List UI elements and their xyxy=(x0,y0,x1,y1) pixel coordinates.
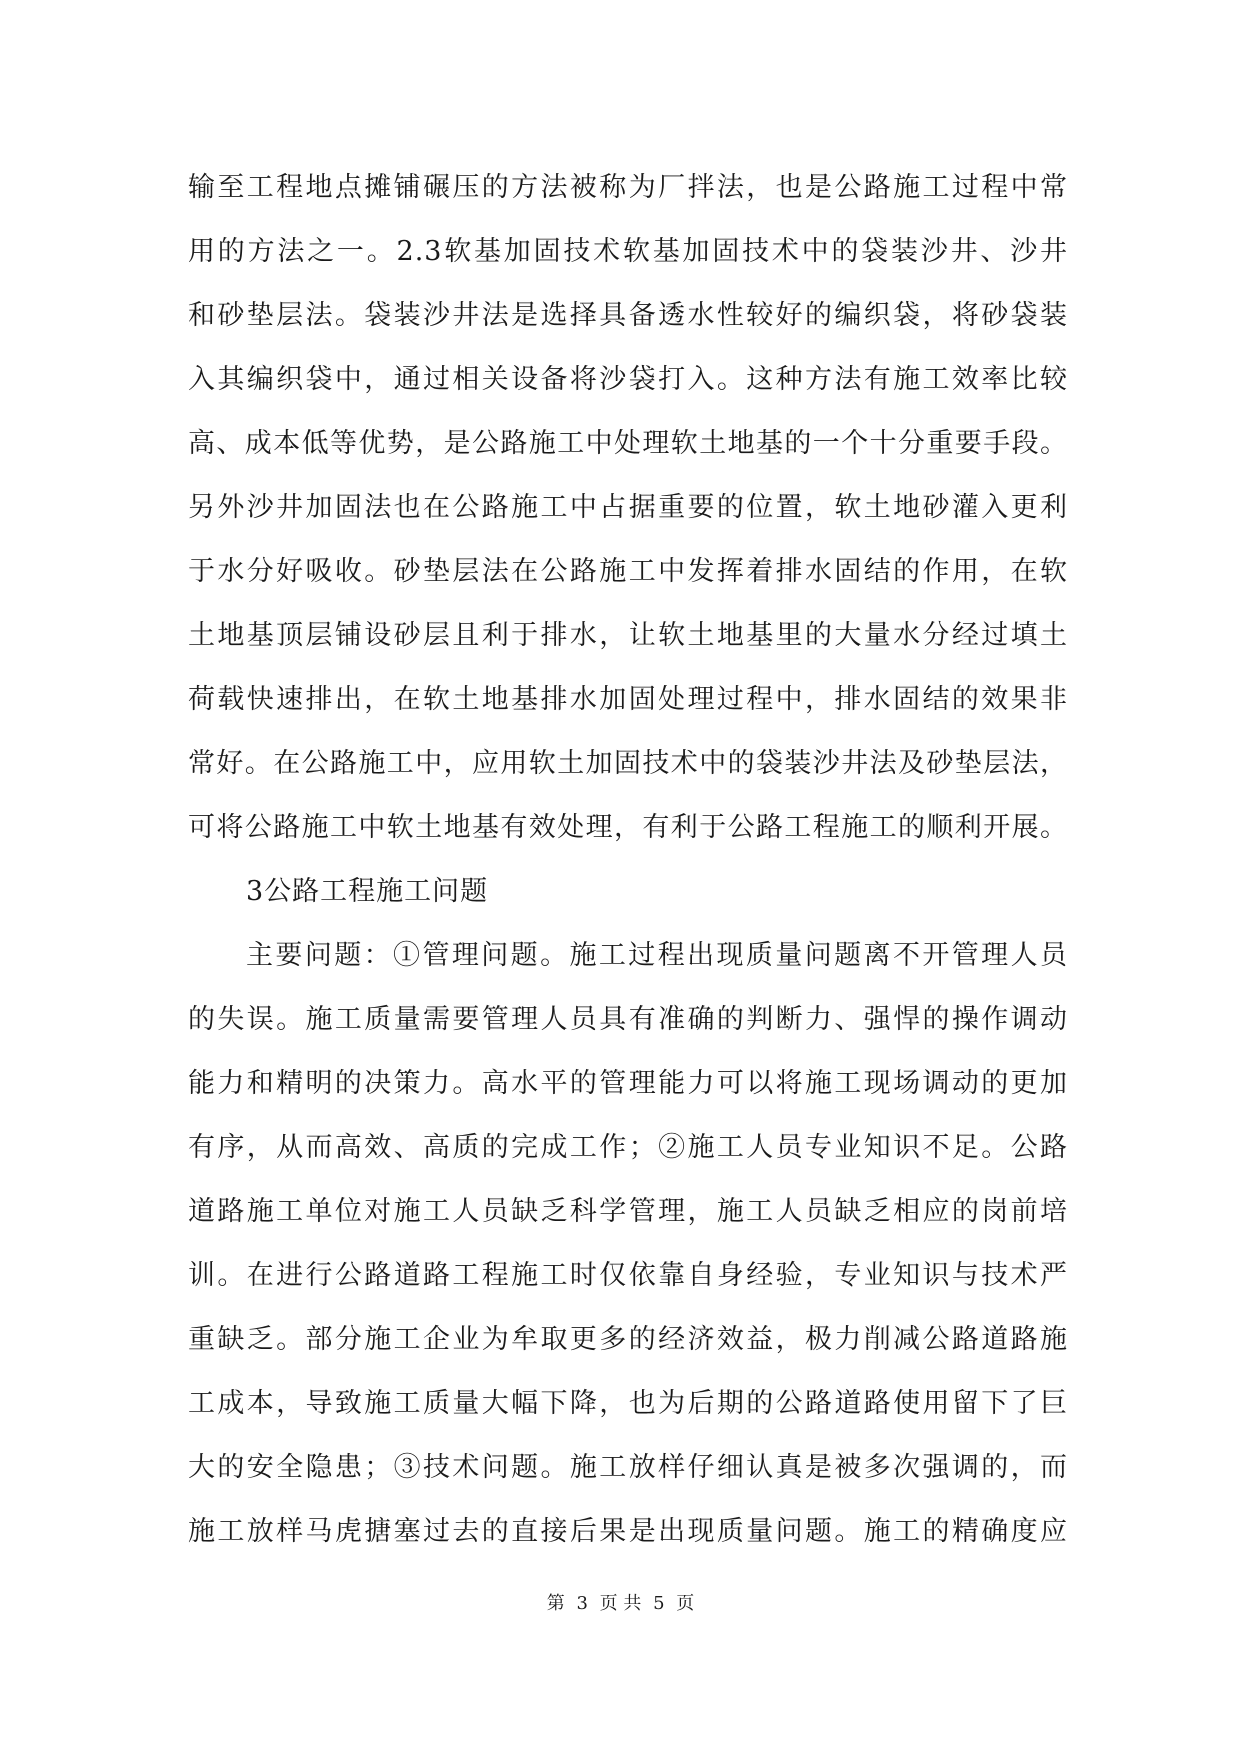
text-line: 主要问题：①管理问题。施工过程出现质量问题离不开管理人员 xyxy=(246,940,1068,971)
body-text xyxy=(188,156,1068,1564)
footer-prefix: 第 xyxy=(546,1593,565,1614)
section-heading: 3公路工程施工问题 xyxy=(246,876,489,907)
text-line: 荷载快速排出，在软土地基排水加固处理过程中，排水固结的效果非 xyxy=(188,684,1068,715)
footer-total-pages: 5 xyxy=(653,1593,665,1614)
footer-mid: 页 共 xyxy=(599,1593,642,1614)
text-line: 工成本，导致施工质量大幅下降，也为后期的公路道路使用留下了巨 xyxy=(188,1388,1068,1419)
text-line: 土地基顶层铺设砂层且利于排水，让软土地基里的大量水分经过填土 xyxy=(188,620,1068,651)
text-line: 大的安全隐患；③技术问题。施工放样仔细认真是被多次强调的，而 xyxy=(188,1452,1068,1483)
text-line: 能力和精明的决策力。高水平的管理能力可以将施工现场调动的更加 xyxy=(188,1068,1068,1099)
text-line: 输至工程地点摊铺碾压的方法被称为厂拌法，也是公路施工过程中常 xyxy=(188,172,1068,203)
text-line: 训。在进行公路道路工程施工时仅依靠自身经验，专业知识与技术严 xyxy=(188,1260,1068,1291)
text-line: 有序，从而高效、高质的完成工作；②施工人员专业知识不足。公路 xyxy=(188,1132,1068,1163)
text-line: 常好。在公路施工中，应用软土加固技术中的袋装沙井法及砂垫层法， xyxy=(188,748,1068,779)
page-footer xyxy=(0,1592,1241,1616)
text-line: 施工放样马虎搪塞过去的直接后果是出现质量问题。施工的精确度应 xyxy=(188,1516,1068,1547)
text-line: 另外沙井加固法也在公路施工中占据重要的位置，软土地砂灌入更利 xyxy=(188,492,1068,523)
text-line: 于水分好吸收。砂垫层法在公路施工中发挥着排水固结的作用，在软 xyxy=(188,556,1068,587)
text-line: 的失误。施工质量需要管理人员具有准确的判断力、强悍的操作调动 xyxy=(188,1004,1068,1035)
text-line: 可将公路施工中软土地基有效处理，有利于公路工程施工的顺利开展。 xyxy=(188,812,1068,843)
footer-suffix: 页 xyxy=(676,1593,695,1614)
text-line: 和砂垫层法。袋装沙井法是选择具备透水性较好的编织袋，将砂袋装 xyxy=(188,300,1068,331)
text-line: 高、成本低等优势，是公路施工中处理软土地基的一个十分重要手段。 xyxy=(188,428,1068,459)
text-line: 重缺乏。部分施工企业为牟取更多的经济效益，极力削减公路道路施 xyxy=(188,1324,1068,1355)
text-line: 道路施工单位对施工人员缺乏科学管理，施工人员缺乏相应的岗前培 xyxy=(188,1196,1068,1227)
text-line: 用的方法之一。2.3软基加固技术软基加固技术中的袋装沙井、沙井 xyxy=(188,236,1068,267)
text-line: 入其编织袋中，通过相关设备将沙袋打入。这种方法有施工效率比较 xyxy=(188,364,1068,395)
footer-current-page: 3 xyxy=(576,1593,588,1614)
